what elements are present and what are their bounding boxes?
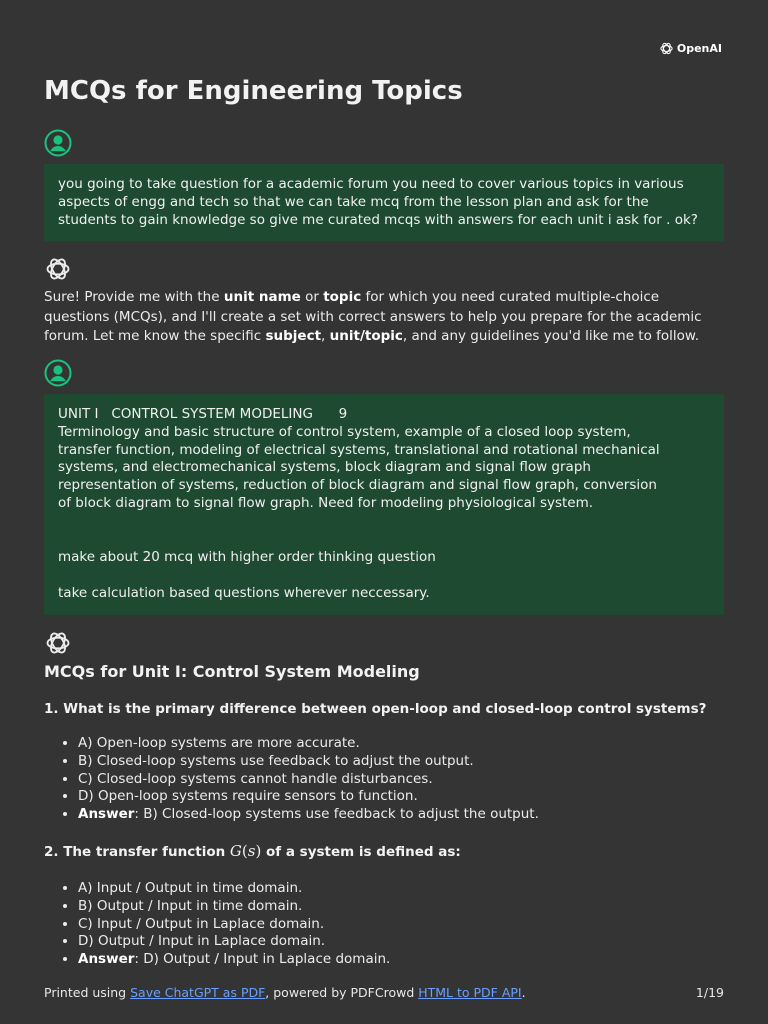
- assistant-message-1: [44, 288, 724, 347]
- option-b: • B) Output / Input in time domain.: [78, 898, 390, 916]
- math-var: s: [247, 842, 256, 860]
- page-number: 1/19: [695, 985, 724, 1000]
- user-message-2-unit: UNIT I CONTROL SYSTEM MODELING 9: [58, 406, 348, 422]
- question-2-prefix: 2. The transfer function: [44, 844, 230, 860]
- bold-unit-name: unit name: [223, 289, 301, 305]
- save-chatgpt-link[interactable]: Save ChatGPT as PDF: [130, 985, 266, 1000]
- answer: [78, 951, 390, 969]
- math-fn: G: [229, 842, 242, 860]
- option-c: • C) Input / Output in Laplace domain.: [78, 916, 390, 934]
- user-avatar-icon: [44, 129, 72, 157]
- option-a: • A) Open-loop systems are more accurate.: [78, 735, 539, 753]
- question-1-options: [44, 735, 539, 824]
- text-span: Sure! Provide me with the: [44, 289, 224, 305]
- text-span: , and any guidelines you'd like me to follow.: [402, 328, 699, 344]
- bold-topic: topic: [323, 289, 362, 305]
- user-message-1: [44, 164, 724, 241]
- option-d: • D) Open-loop systems require sensors to function.: [78, 788, 539, 806]
- question-2-options: [44, 880, 390, 969]
- user-message-1-text: you going to take question for a academic forum you need to cover various topics in various aspects of engg and tech so that we can take mcq from the lesson plan and ask for the students to gain knowledge so give me curated mcqs with answers for each unit i ask for . ok?: [58, 176, 698, 228]
- question-1: 1. What is the primary difference between open-loop and closed-loop control systems?: [44, 701, 707, 717]
- user-message-2-body: Terminology and basic structure of control system, example of a closed loop system, transfer function, modeling of electrical systems, translational and rotational mechanical systems, and electromechanical systems, block diagram and signal flow graph representation of systems, reduction of block diagram and signal flow graph, conversion of block diagram to signal flow graph. Need for modeling physiological system.: [58, 423, 660, 511]
- text-span: for which you need curated multiple-choice questions (MCQs), and I'll create a set with correct answers to help you prepare for the academic forum. Let me know the specific: [44, 289, 702, 344]
- assistant-message-1-text: [44, 288, 724, 347]
- footer-text: .: [521, 985, 526, 1000]
- text-span: or: [300, 289, 324, 305]
- answer-text: : B) Closed-loop systems use feedback to adjust the output.: [134, 806, 539, 823]
- footer-text: , powered by PDFCrowd: [265, 985, 419, 1000]
- math-paren: ): [255, 842, 262, 860]
- option-c: • C) Closed-loop systems cannot handle disturbances.: [78, 771, 539, 789]
- text-span: ,: [321, 328, 330, 344]
- brand-name: OpenAI: [676, 42, 722, 55]
- answer-label: Answer: [78, 951, 135, 968]
- answer: [78, 806, 539, 824]
- user-message-2-line3: take calculation based questions wherever neccessary.: [58, 584, 430, 601]
- openai-brand: [659, 41, 722, 56]
- openai-logo-icon: [659, 41, 674, 56]
- page-title: MCQs for Engineering Topics: [44, 76, 463, 106]
- mcq-heading: MCQs for Unit I: Control System Modeling: [44, 662, 420, 681]
- user-message-2-line2: make about 20 mcq with higher order thinking question: [58, 548, 436, 565]
- option-d: • D) Output / Input in Laplace domain.: [78, 933, 390, 951]
- question-2: [44, 842, 461, 860]
- answer-text: : D) Output / Input in Laplace domain.: [134, 951, 391, 968]
- answer-label: Answer: [78, 806, 135, 823]
- footer: [44, 985, 526, 1000]
- option-b: • B) Closed-loop systems use feedback to adjust the output.: [78, 753, 539, 771]
- user-avatar-icon: [44, 359, 72, 387]
- user-message-2: [44, 394, 724, 615]
- chatgpt-logo-icon: [44, 255, 72, 283]
- chatgpt-logo-icon: [44, 629, 72, 657]
- math-paren: (: [241, 842, 248, 860]
- html-to-pdf-link[interactable]: HTML to PDF API: [418, 985, 522, 1000]
- bold-subject: subject: [265, 328, 322, 344]
- footer-text: Printed using: [44, 985, 131, 1000]
- question-2-suffix: of a system is defined as:: [261, 844, 461, 860]
- bold-unit-topic: unit/topic: [329, 328, 403, 344]
- math-expression: [230, 842, 261, 860]
- option-a: • A) Input / Output in time domain.: [78, 880, 390, 898]
